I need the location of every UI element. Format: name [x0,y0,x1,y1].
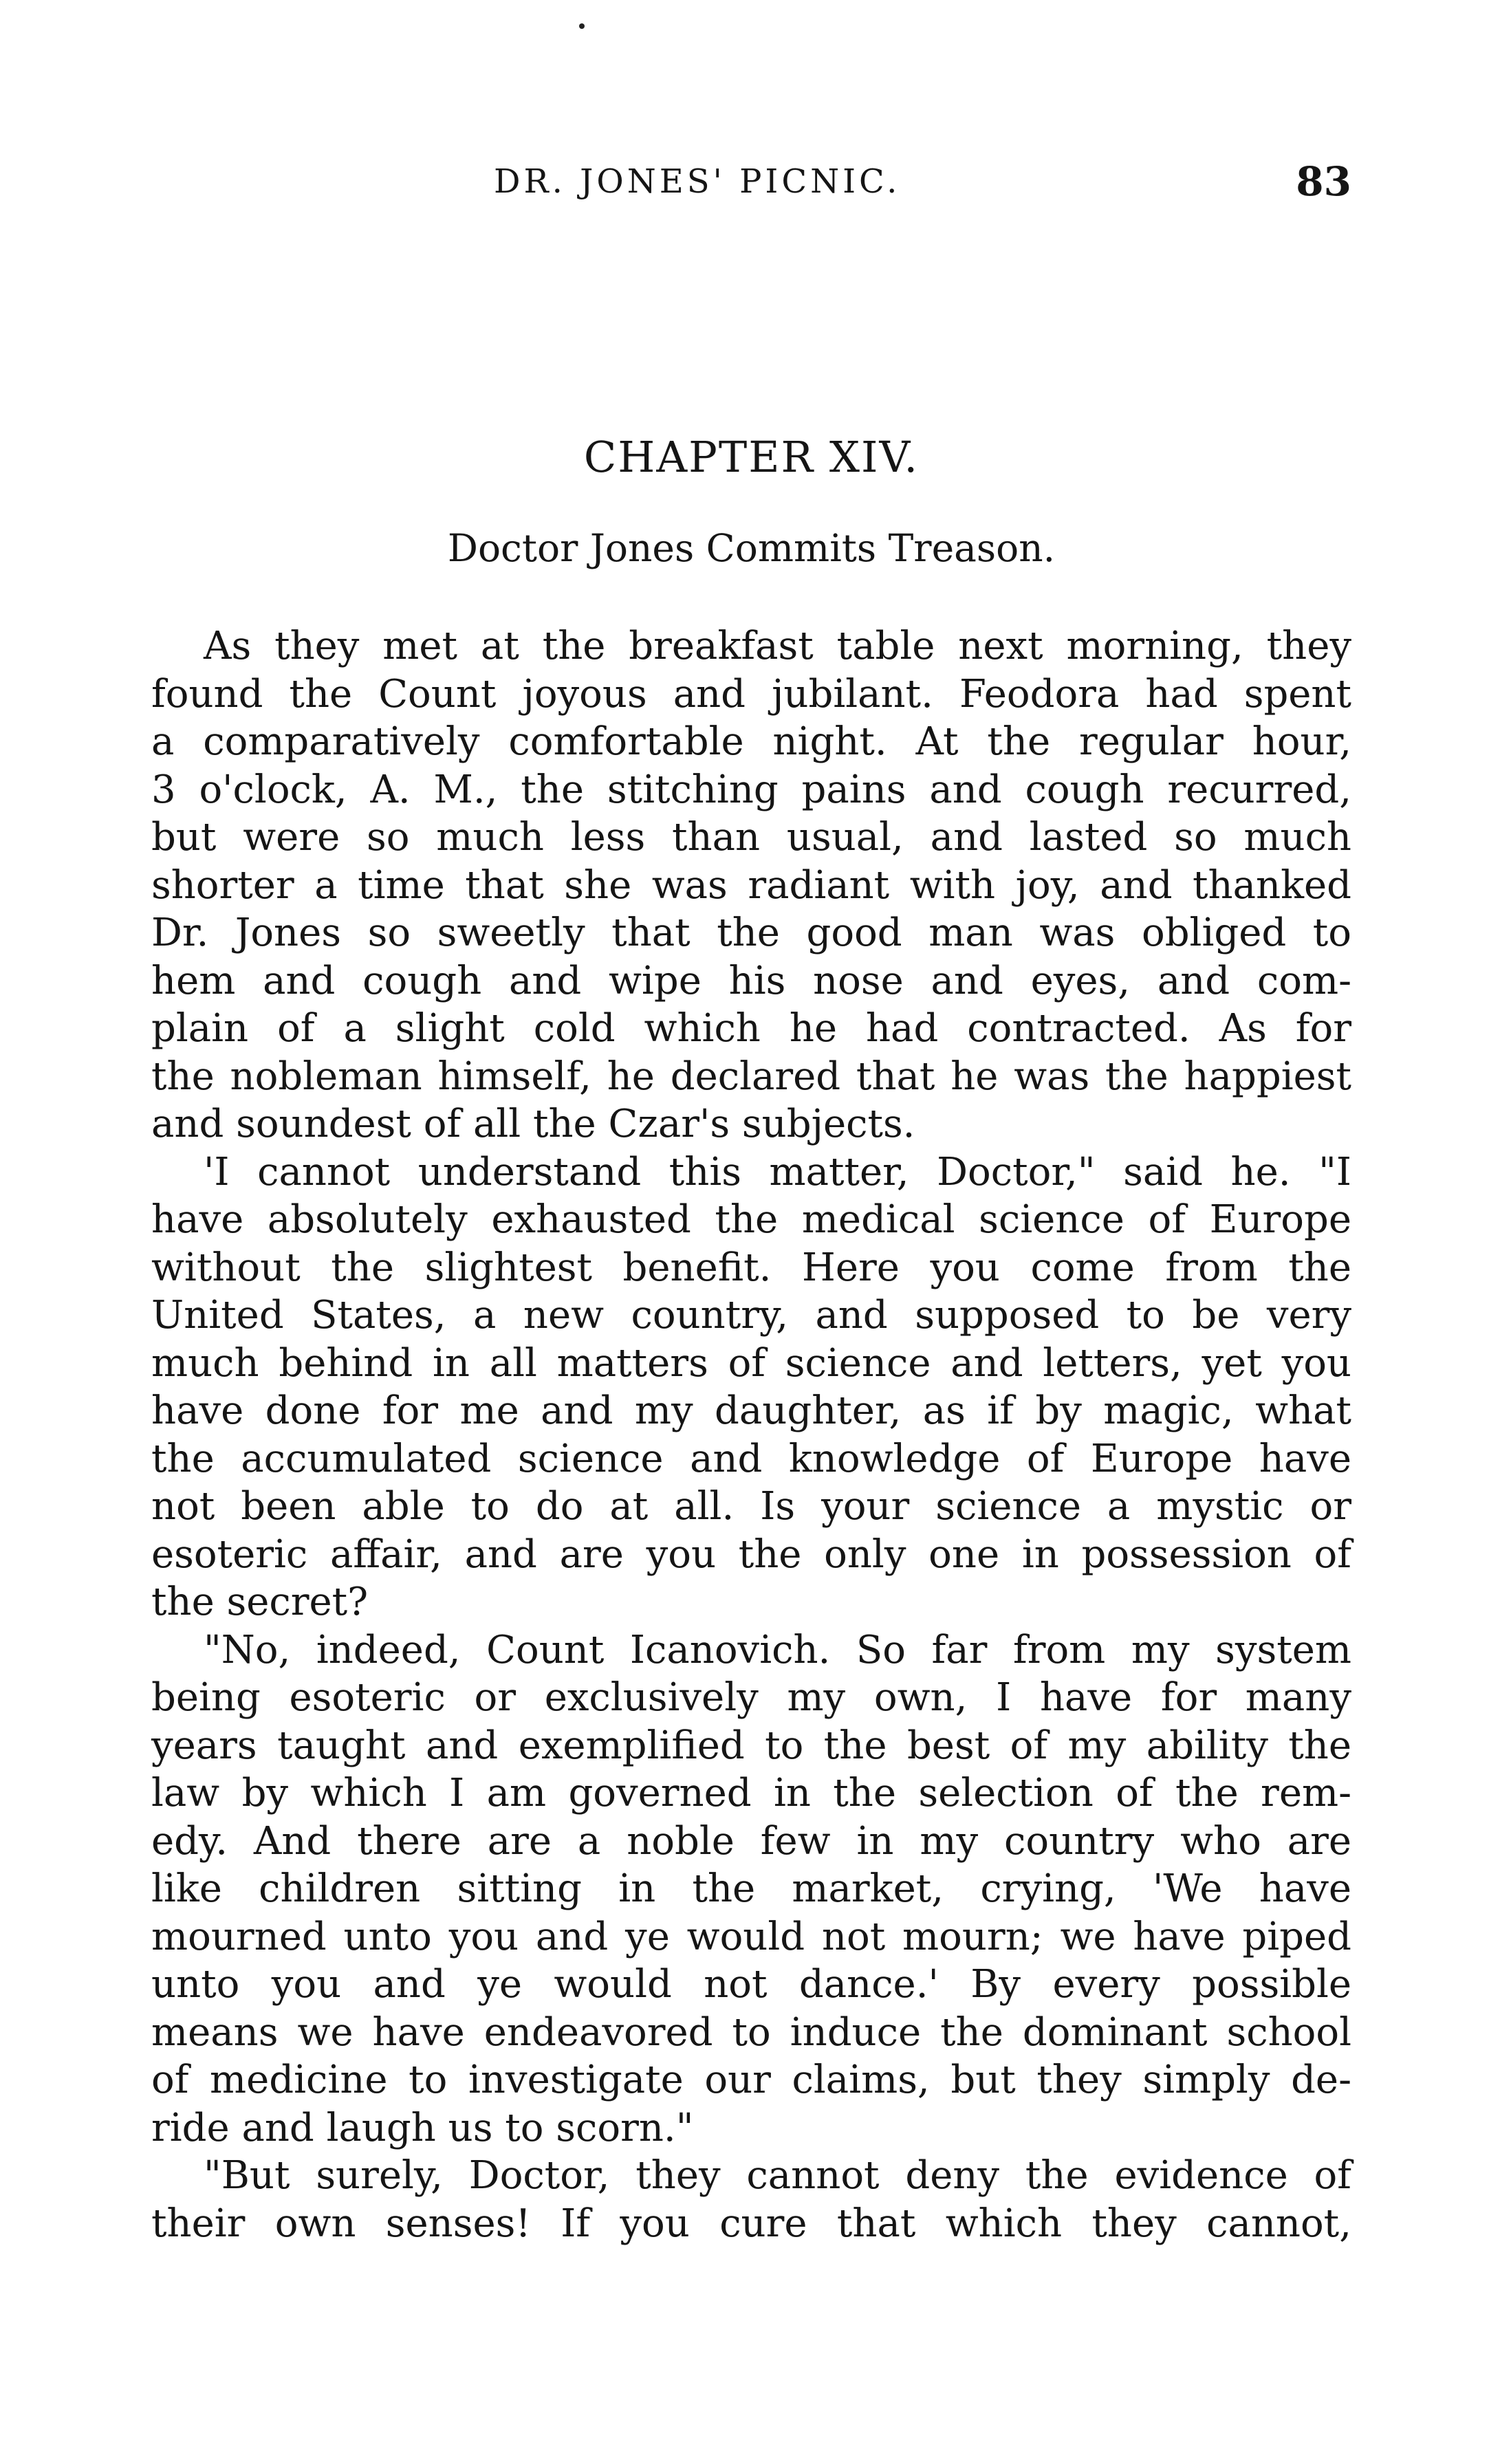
text-line: but were so much less than usual, and lasted so much [151,815,1351,860]
text-line: have absolutely exhausted the medical science of Europe [151,1197,1351,1242]
text-line: United States, a new country, and supposed to be very [151,1293,1351,1338]
text-line: "But surely, Doctor, they cannot deny the evidence of [204,2153,1351,2198]
text-line: their own senses! If you cure that which they cannot, [151,2201,1351,2246]
text-line: the secret? [151,1580,369,1624]
chapter-title: CHAPTER XIV. [583,432,920,482]
text-line: mourned unto you and ye would not mourn; we have piped [151,1914,1351,1959]
text-line: have done for me and my daughter, as if by magic, what [151,1388,1351,1433]
text-line: edy. And there are a noble few in my country who are [151,1818,1351,1864]
print-speck [579,23,585,29]
text-line: shorter a time that she was radiant with joy, and thanked [151,862,1351,908]
text-line: being esoteric or exclusively my own, I have for many [151,1675,1351,1720]
page-number: 83 [1296,158,1351,205]
text-line: like children sitting in the market, crying, 'We have [151,1866,1351,1911]
text-line: "No, indeed, Count Icanovich. So far from my system [204,1627,1351,1672]
chapter-subtitle: Doctor Jones Commits Treason. [447,526,1056,570]
text-line: As they met at the breakfast table next morning, they [204,624,1351,668]
text-line: law by which I am governed in the selection of the rem- [151,1771,1351,1816]
text-line: the nobleman himself, he declared that he was the happiest [151,1054,1351,1099]
text-line: of medicine to investigate our claims, but they simply de- [151,2058,1351,2102]
body-text [151,622,1351,2247]
text-line: ride and laugh us to scorn." [151,2105,694,2150]
text-line: 3 o'clock, A. M., the stitching pains and cough recurred, [151,767,1351,812]
text-line: much behind in all matters of science and letters, yet you [151,1340,1351,1386]
text-line: Dr. Jones so sweetly that the good man was obliged to [151,911,1351,955]
text-line: hem and cough and wipe his nose and eyes, and com- [151,958,1351,1003]
text-line: found the Count joyous and jubilant. Feodora had spent [151,671,1351,717]
text-line: without the slightest benefit. Here you come from the [151,1245,1351,1290]
text-line: means we have endeavored to induce the dominant school [151,2009,1351,2055]
text-line: esoteric affair, and are you the only one in possession of [151,1531,1351,1577]
text-line: a comparatively comfortable night. At the regular hour, [151,719,1351,764]
text-line: years taught and exemplified to the best of my ability the [151,1723,1351,1768]
text-line: 'I cannot understand this matter, Doctor," said he. "I [204,1149,1351,1195]
text-line: and soundest of all the Czar's subjects. [151,1102,915,1146]
text-line: the accumulated science and knowledge of Europe have [151,1436,1351,1481]
text-line: not been able to do at all. Is your science a mystic or [151,1484,1351,1529]
text-line: unto you and ye would not dance.' By every possible [151,1962,1351,2007]
text-line: plain of a slight cold which he had contracted. As for [151,1006,1351,1051]
running-title: DR. JONES' PICNIC. [494,162,901,201]
running-head [151,158,1351,217]
